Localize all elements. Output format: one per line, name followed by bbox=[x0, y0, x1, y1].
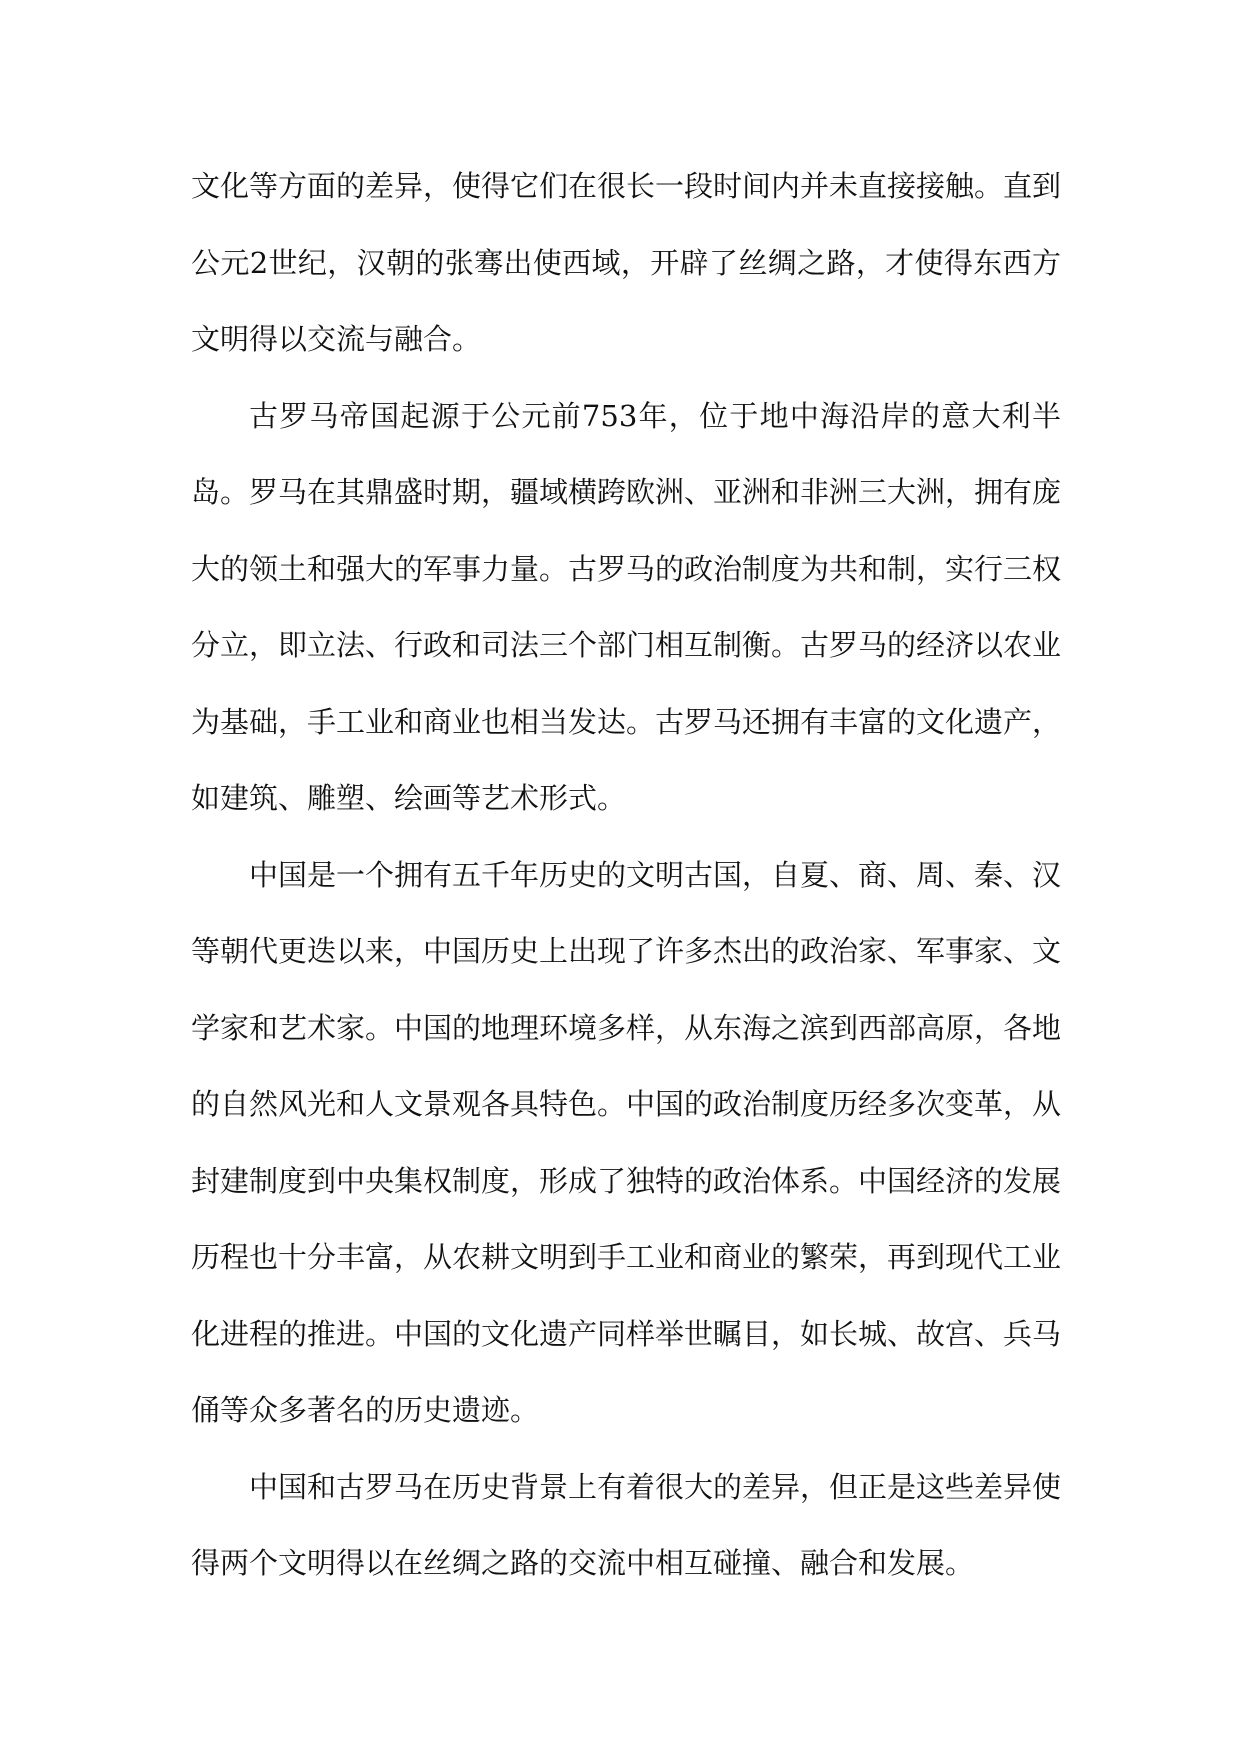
document-body bbox=[191, 148, 1061, 1602]
paragraph-3: 中国是一个拥有五千年历史的文明古国，自夏、商、周、秦、汉等朝代更迭以来，中国历史上出现了许多杰出的政治家、军事家、文学家和艺术家。中国的地理环境多样，从东海之滨到西部高原，各地的自然风光和人文景观各具特色。中国的政治制度历经多次变革，从封建制度到中央集权制度，形成了独特的政治体系。中国经济的发展历程也十分丰富，从农耕文明到手工业和商业的繁荣，再到现代工业化进程的推进。中国的文化遗产同样举世瞩目，如长城、故宫、兵马俑等众多著名的历史遗迹。 bbox=[191, 857, 1062, 1427]
paragraph-2: 古罗马帝国起源于公元前753年，位于地中海沿岸的意大利半岛。罗马在其鼎盛时期，疆域横跨欧洲、亚洲和非洲三大洲，拥有庞大的领土和强大的军事力量。古罗马的政治制度为共和制，实行三权分立，即立法、行政和司法三个部门相互制衡。古罗马的经济以农业为基础，手工业和商业也相当发达。古罗马还拥有丰富的文化遗产，如建筑、雕塑、绘画等艺术形式。 bbox=[191, 398, 1062, 815]
paragraph-4: 中国和古罗马在历史背景上有着很大的差异，但正是这些差异使得两个文明得以在丝绸之路的交流中相互碰撞、融合和发展。 bbox=[191, 1469, 1062, 1580]
paragraph-1: 文化等方面的差异，使得它们在很长一段时间内并未直接接触。直到公元2世纪，汉朝的张骞出使西域，开辟了丝绸之路，才使得东西方文明得以交流与融合。 bbox=[191, 169, 1062, 356]
